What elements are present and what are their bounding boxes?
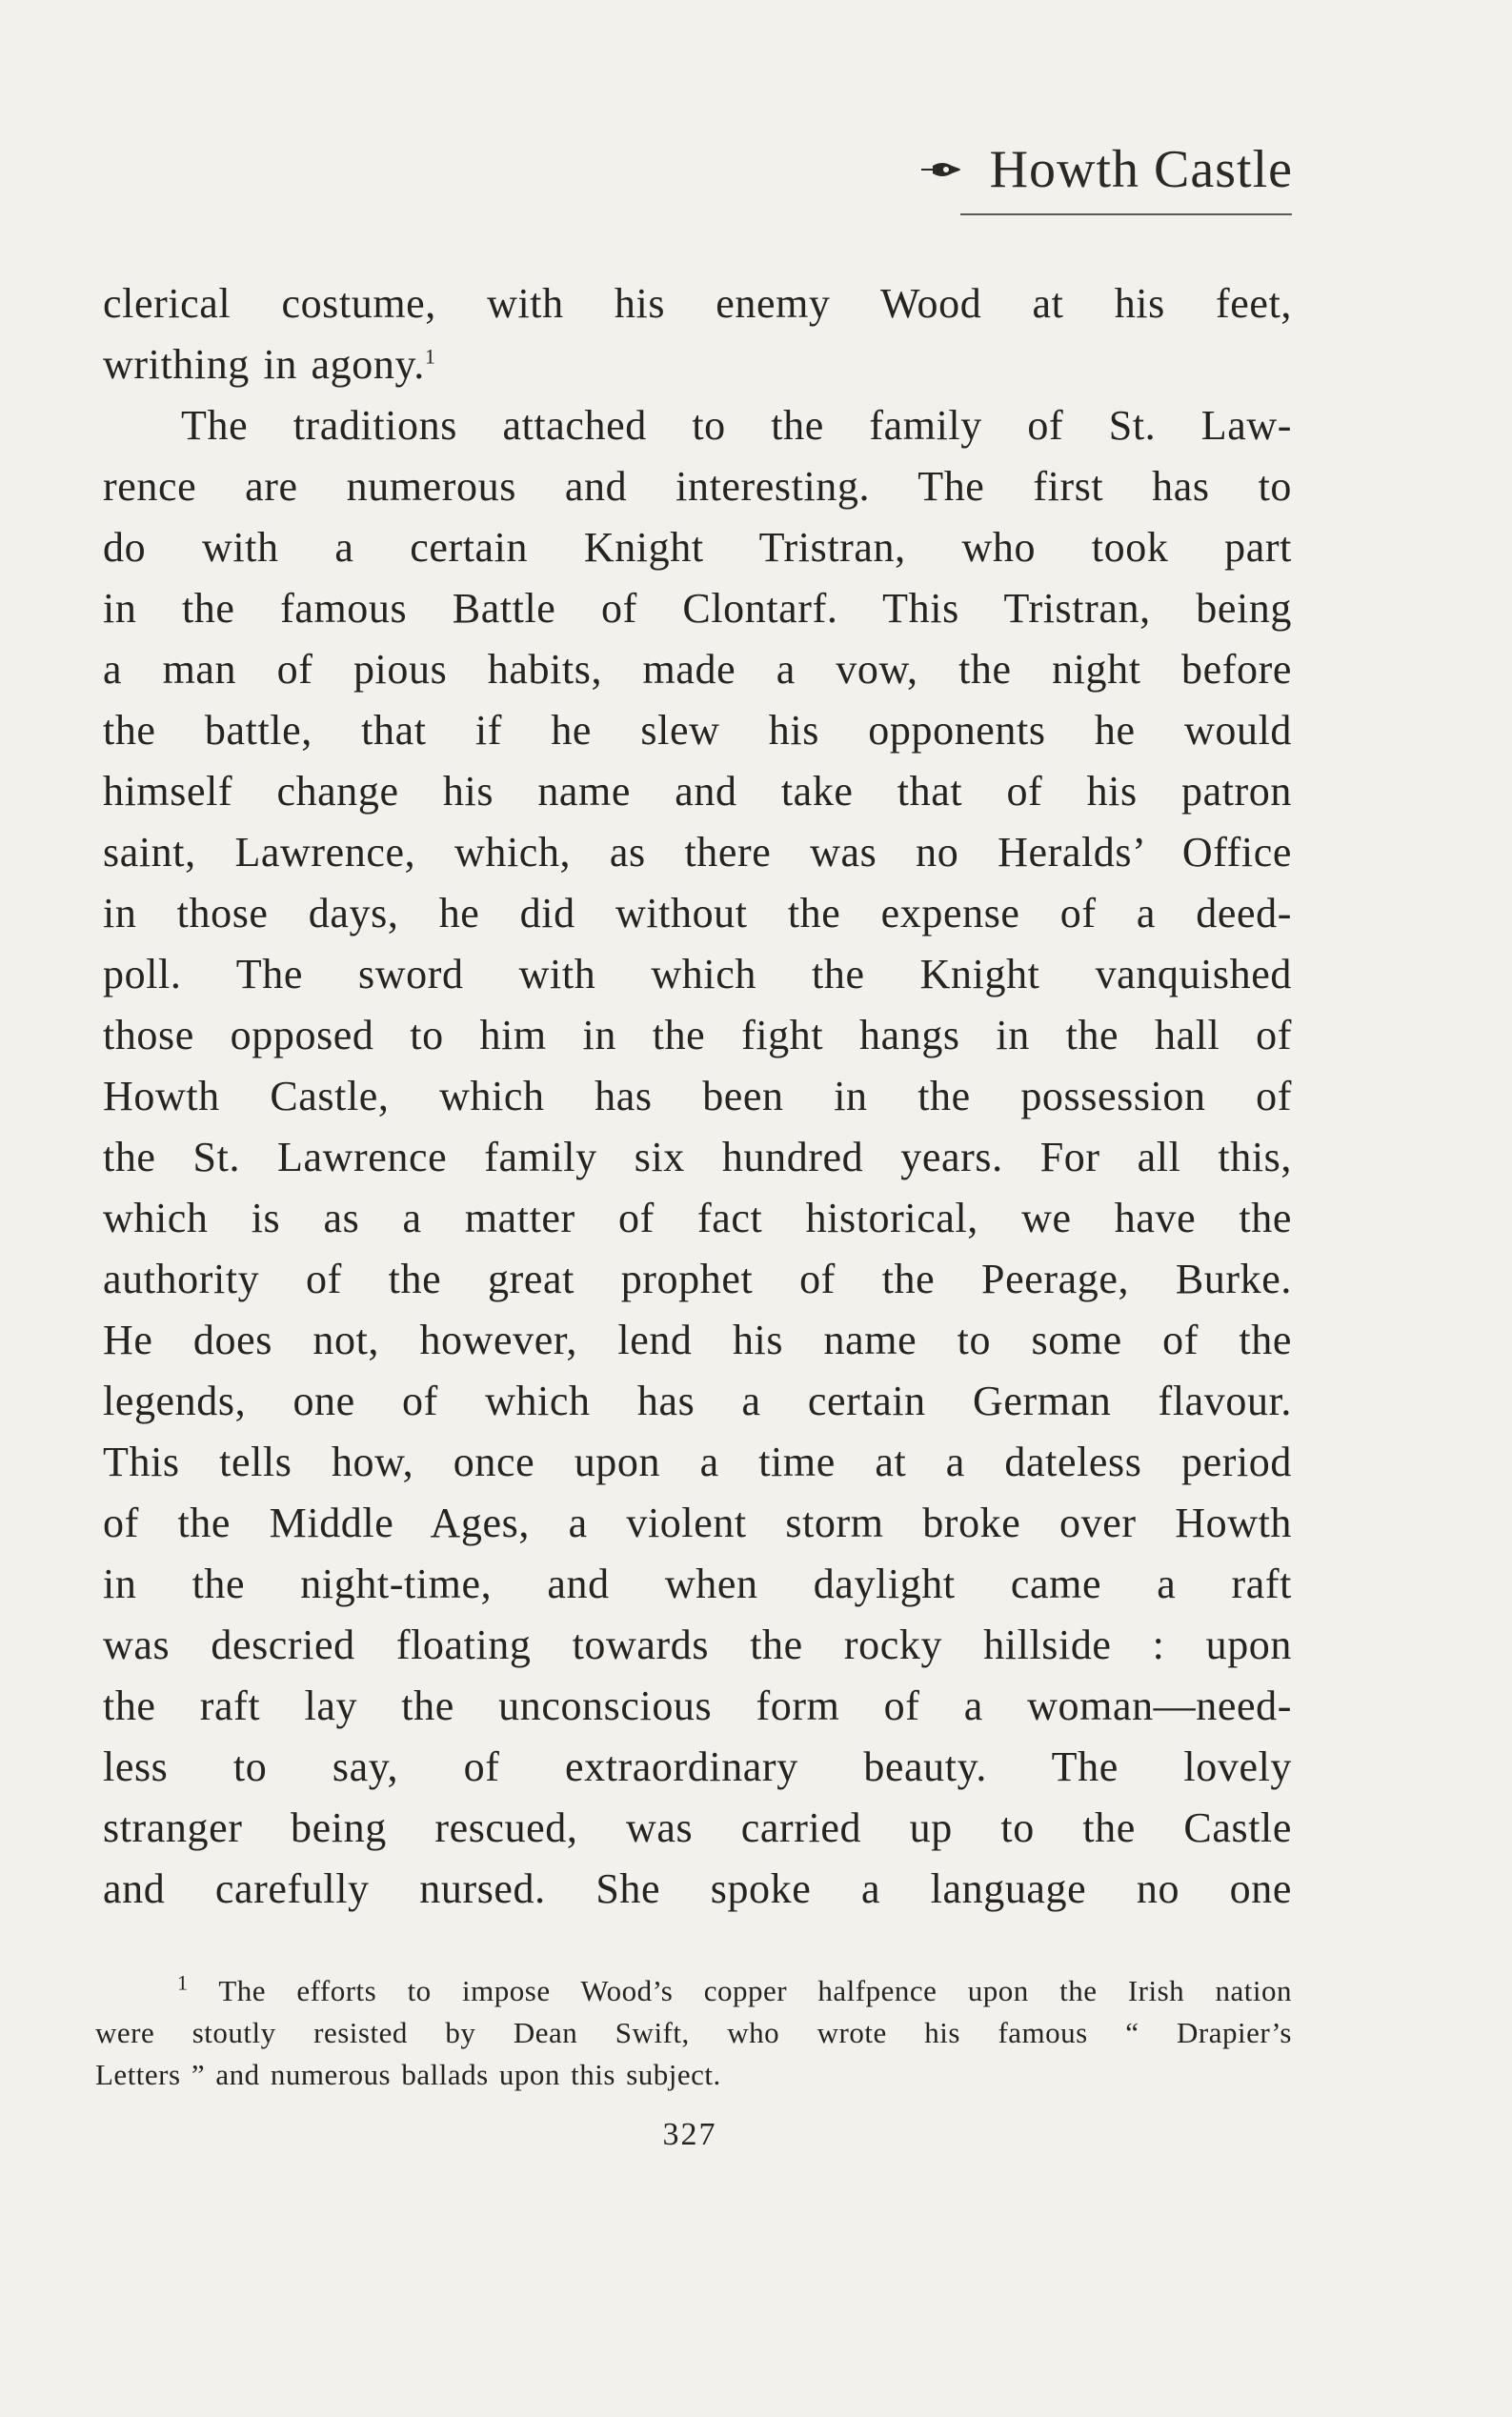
text-line: in the famous Battle of Clontarf. This Tristran, being <box>103 585 1292 632</box>
text-line: rence are numerous and interesting. The first has to <box>103 463 1292 510</box>
hand-pointing-icon <box>919 158 963 181</box>
text-line: clerical costume, with his enemy Wood at his feet, <box>103 280 1292 327</box>
text-line: authority of the great prophet of the Peerage, Burke. <box>103 1256 1292 1302</box>
footnote-marker: 1 <box>177 1970 189 1995</box>
text-line: poll. The sword with which the Knight vanquished <box>103 951 1292 997</box>
text-line: saint, Lawrence, which, as there was no Heralds’ Office <box>103 829 1292 876</box>
text-line: which is as a matter of fact historical, we have the <box>103 1195 1292 1241</box>
body-text <box>103 273 1292 1920</box>
text-line: of the Middle Ages, a violent storm broke over Howth <box>103 1500 1292 1546</box>
text-line: the battle, that if he slew his opponents he would <box>103 707 1292 754</box>
text-line: in the night-time, and when daylight came a raft <box>103 1561 1292 1607</box>
text-line: stranger being rescued, was carried up to the Castle <box>103 1804 1292 1851</box>
text-line: was descried floating towards the rocky hillside : upon <box>103 1621 1292 1668</box>
footnote-line: $^1$ The efforts to impose Wood’s copper halfpence upon the Irish nation <box>177 1970 1292 2007</box>
paragraph-first-line: The traditions attached to the family of St. Law- <box>181 402 1292 449</box>
text-line: himself change his name and take that of his patron <box>103 768 1292 815</box>
text-line: the raft lay the unconscious form of a woman—need- <box>103 1682 1292 1729</box>
running-head <box>919 139 1293 200</box>
text-line: a man of pious habits, made a vow, the night before <box>103 646 1292 693</box>
text-line: He does not, however, lend his name to some of the <box>103 1317 1292 1363</box>
text-line: less to say, of extraordinary beauty. The lovely <box>103 1743 1292 1790</box>
text-line: This tells how, once upon a time at a dateless period <box>103 1439 1292 1485</box>
text-line: and carefully nursed. She spoke a language no one <box>103 1865 1292 1912</box>
text-line: Howth Castle, which has been in the possession of <box>103 1073 1292 1119</box>
text-line: in those days, he did without the expense of a deed- <box>103 890 1292 937</box>
text-line: the St. Lawrence family six hundred years. For all this, <box>103 1134 1292 1180</box>
footnote <box>95 1970 1292 2096</box>
footnote-line: Letters ” and numerous ballads upon this subject. <box>95 2058 721 2091</box>
page-number: 327 <box>662 2117 717 2152</box>
running-title: Howth Castle <box>989 140 1293 199</box>
footnote-reference: 1 <box>424 344 436 369</box>
text-line: legends, one of which has a certain German flavour. <box>103 1378 1292 1424</box>
text-line: do with a certain Knight Tristran, who took part <box>103 524 1292 571</box>
text-line: those opposed to him in the fight hangs in the hall of <box>103 1012 1292 1058</box>
header-rule <box>960 213 1292 215</box>
footnote-line: were stoutly resisted by Dean Swift, who wrote his famous “ Drapier’s <box>95 2016 1292 2049</box>
text-line: writhing in agony.$^1$ <box>103 341 436 388</box>
